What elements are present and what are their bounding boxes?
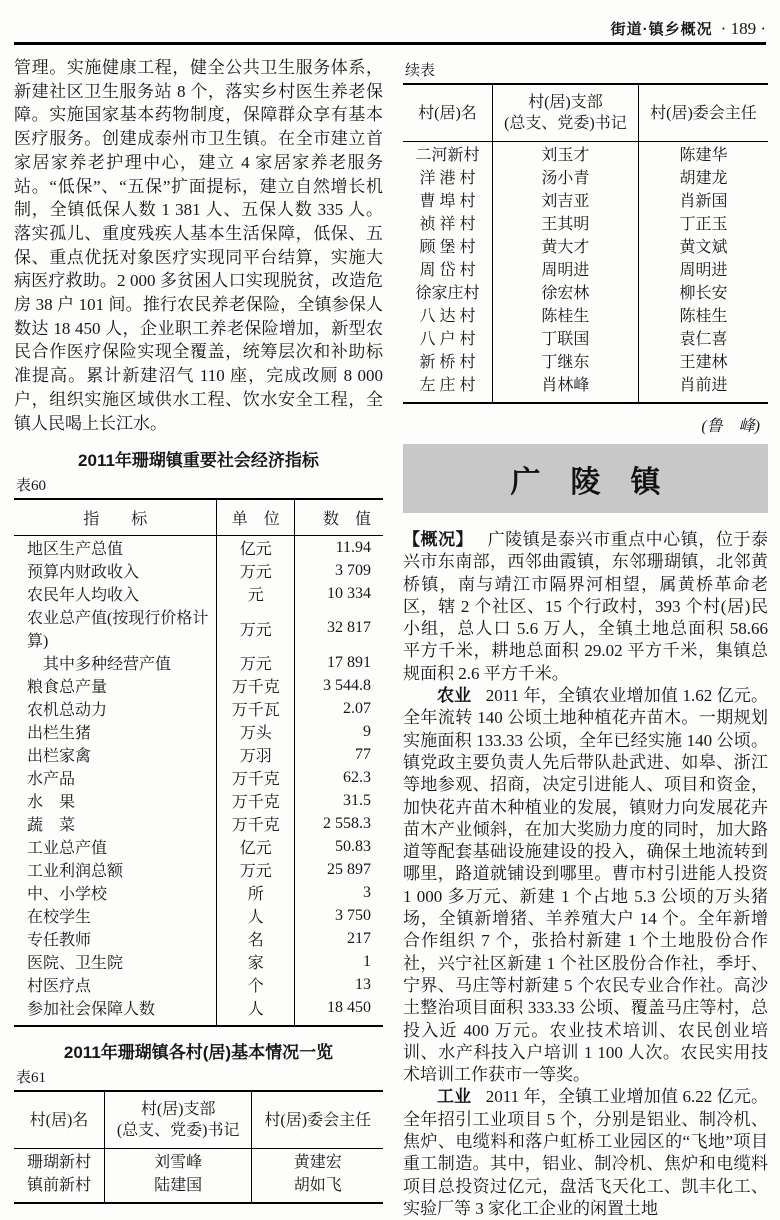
unit-cell: 所 bbox=[217, 881, 294, 904]
indicator-cell: 医院、卫生院 bbox=[14, 950, 217, 973]
right-column bbox=[403, 56, 768, 1220]
value-cell: 10 334 bbox=[327, 584, 371, 602]
village-cell: 顾 堡 村 bbox=[403, 234, 492, 257]
director-cell: 肖新国 bbox=[679, 193, 728, 210]
value-cell: 3 750 bbox=[335, 906, 371, 924]
table-row bbox=[403, 349, 768, 372]
village-cell: 祯 祥 村 bbox=[403, 211, 492, 234]
left-column bbox=[14, 56, 383, 1220]
unit-cell: 万千克 bbox=[217, 789, 294, 812]
village-cell: 左 庄 村 bbox=[403, 372, 492, 403]
table-row bbox=[14, 973, 383, 996]
secretary-cell: 黄大才 bbox=[492, 234, 638, 257]
overview-tag: 【概况】 bbox=[403, 530, 474, 549]
director-cell: 王建林 bbox=[679, 354, 728, 371]
secretary-cell: 丁联国 bbox=[492, 326, 638, 349]
table60-title: 2011年珊瑚镇重要社会经济指标 bbox=[78, 451, 319, 471]
value-cell: 3 709 bbox=[335, 561, 371, 579]
author-byline: (鲁 峰) bbox=[701, 418, 760, 435]
table-row bbox=[403, 280, 768, 303]
table-row bbox=[14, 789, 383, 812]
indicator-cell: 工业利润总额 bbox=[14, 858, 217, 881]
indicator-cell: 工业总产值 bbox=[14, 835, 217, 858]
secretary-cell: 周明进 bbox=[492, 257, 638, 280]
value-cell: 217 bbox=[347, 929, 371, 947]
indicator-cell: 出栏家禽 bbox=[14, 743, 217, 766]
secretary-cell: 陆建国 bbox=[104, 1172, 252, 1203]
agriculture-paragraph bbox=[403, 685, 768, 1086]
table60-header bbox=[14, 499, 383, 536]
continued-header-director: 村(居)委会主任 bbox=[638, 84, 768, 142]
director-cell: 周明进 bbox=[679, 262, 728, 279]
value-cell: 11.94 bbox=[335, 538, 371, 556]
value-cell: 1 bbox=[363, 952, 371, 970]
village-cell: 二河新村 bbox=[403, 142, 492, 166]
director-cell: 陈建华 bbox=[679, 147, 728, 164]
village-cell: 曹 埠 村 bbox=[403, 188, 492, 211]
village-cell: 洋 港 村 bbox=[403, 165, 492, 188]
secretary-cell: 徐宏林 bbox=[492, 280, 638, 303]
table61-header bbox=[14, 1091, 383, 1149]
village-cell: 徐家庄村 bbox=[403, 280, 492, 303]
table-row bbox=[14, 720, 383, 743]
indicator-cell: 地区生产总值 bbox=[14, 536, 217, 560]
village-cell: 八 达 村 bbox=[403, 303, 492, 326]
indicator-cell: 蔬 菜 bbox=[14, 812, 217, 835]
indicator-cell: 出栏生猪 bbox=[14, 720, 217, 743]
unit-cell: 万千克 bbox=[217, 766, 294, 789]
director-cell: 陈桂生 bbox=[679, 308, 728, 325]
overview-paragraph bbox=[403, 529, 768, 685]
table61-header-director: 村(居)委会主任 bbox=[252, 1091, 383, 1149]
table-row bbox=[14, 582, 383, 605]
page-number: · 189 · bbox=[720, 19, 766, 38]
indicator-cell: 其中多种经营产值 bbox=[14, 651, 217, 674]
secretary-cell: 刘吉亚 bbox=[492, 188, 638, 211]
continued-table-header bbox=[403, 84, 768, 142]
value-cell: 13 bbox=[355, 975, 371, 993]
table60-header-unit: 单 位 bbox=[217, 499, 294, 536]
unit-cell: 万元 bbox=[217, 651, 294, 674]
running-head bbox=[14, 18, 768, 45]
table-row bbox=[403, 188, 768, 211]
table-row bbox=[14, 743, 383, 766]
unit-cell: 个 bbox=[217, 973, 294, 996]
unit-cell: 亿元 bbox=[217, 536, 294, 560]
director-cell: 袁仁喜 bbox=[679, 331, 728, 348]
unit-cell: 万羽 bbox=[217, 743, 294, 766]
unit-cell: 元 bbox=[217, 582, 294, 605]
director-cell: 胡建龙 bbox=[679, 170, 728, 187]
two-column-layout bbox=[14, 56, 768, 1220]
value-cell: 17 891 bbox=[327, 653, 371, 671]
indicator-cell: 参加社会保障人数 bbox=[14, 996, 217, 1026]
unit-cell: 人 bbox=[217, 904, 294, 927]
value-cell: 31.5 bbox=[343, 791, 371, 809]
table-row bbox=[403, 326, 768, 349]
table61-villages bbox=[14, 1090, 383, 1204]
secretary-cell: 刘雪峰 bbox=[104, 1149, 252, 1173]
director-cell: 黄建宏 bbox=[293, 1154, 342, 1172]
village-cell: 周 岱 村 bbox=[403, 257, 492, 280]
overview-text: 广陵镇是泰兴市重点中心镇，位于泰兴市东南部，西邻曲霞镇，东邻珊瑚镇，北邻黄桥镇，南与靖江市隔界河相望，属黄桥革命老区，辖 2 个社区、15 个行政村，393 个村(居)民小组，总人口 5.6 万人，全镇土地总面积 58.66 平方千米，耕地总面积 29.02 平方千米，集镇总规面积 2.6 平方千米。 bbox=[403, 530, 769, 683]
table61-body bbox=[14, 1149, 383, 1204]
director-cell: 肖前进 bbox=[679, 377, 728, 394]
secretary-cell: 丁继东 bbox=[492, 349, 638, 372]
value-cell: 2.07 bbox=[343, 699, 371, 717]
value-cell: 25 897 bbox=[327, 860, 371, 878]
table-row bbox=[14, 858, 383, 881]
value-cell: 18 450 bbox=[327, 998, 371, 1016]
table-row bbox=[14, 536, 383, 560]
table-row bbox=[403, 303, 768, 326]
indicator-cell: 预算内财政收入 bbox=[14, 559, 217, 582]
table-row bbox=[403, 165, 768, 188]
table-row bbox=[14, 651, 383, 674]
unit-cell: 万千克 bbox=[217, 674, 294, 697]
table60-header-indicator: 指 标 bbox=[14, 499, 217, 536]
table61-title: 2011年珊瑚镇各村(居)基本情况一览 bbox=[63, 1043, 334, 1063]
value-cell: 9 bbox=[363, 722, 371, 740]
table-row bbox=[14, 996, 383, 1026]
unit-cell: 万千瓦 bbox=[217, 697, 294, 720]
intro-paragraph: 管理。实施健康工程，健全公共卫生服务体系，新建社区卫生服务站 8 个，落实乡村医生养老保障。实施国家基本药物制度，保障群众享有基本医疗服务。创建成泰州市卫生镇。在全市建立首家居家养老护理中心，建立 4 家居家养老服务站。“低保”、“五保”扩面提标，建立自然增长机制，全镇低保人数 1 381 人、五保人数 335 人。落实孤儿、重度残疾人基本生活保障，低保、五保、重点优抚对象医疗实现同平台结算，实施大病医疗救助。2 000 多贫困人口实现脱贫，改造危房 38 户 101 间。推行农民养老保险，全镇参保人数达 18 450 人，企业职工养老保险增加，新型农民合作医疗保险实现全覆盖，统筹层次和补助标准提高。累计新建沼气 110 座，完成改厕 8 000 户，组织实施区域供水工程、饮水安全工程，全镇人民喝上长江水。 bbox=[14, 58, 383, 433]
industry-paragraph bbox=[403, 1086, 768, 1220]
indicator-cell: 农业总产值(按现行价格计算) bbox=[14, 605, 217, 651]
village-cell: 八 户 村 bbox=[403, 326, 492, 349]
indicator-cell: 水产品 bbox=[14, 766, 217, 789]
indicator-cell: 专任教师 bbox=[14, 927, 217, 950]
table-row bbox=[14, 904, 383, 927]
continued-village-table bbox=[403, 83, 768, 404]
director-cell: 胡如飞 bbox=[293, 1177, 342, 1195]
table-row bbox=[14, 559, 383, 582]
unit-cell: 万元 bbox=[217, 559, 294, 582]
table61-header-village: 村(居)名 bbox=[14, 1091, 104, 1149]
indicator-cell: 农民年人均收入 bbox=[14, 582, 217, 605]
table-row bbox=[14, 766, 383, 789]
table-row bbox=[403, 142, 768, 166]
indicator-cell: 粮食总产量 bbox=[14, 674, 217, 697]
table60-header-value: 数 值 bbox=[294, 499, 383, 536]
table60-label: 表60 bbox=[16, 478, 47, 495]
value-cell: 77 bbox=[355, 745, 371, 763]
secretary-cell: 肖林峰 bbox=[492, 372, 638, 403]
value-cell: 2 558.3 bbox=[323, 814, 371, 832]
table-row bbox=[14, 835, 383, 858]
table-row bbox=[14, 927, 383, 950]
unit-cell: 家 bbox=[217, 950, 294, 973]
table-row bbox=[403, 234, 768, 257]
value-cell: 32 817 bbox=[327, 619, 371, 637]
table-row bbox=[14, 1149, 383, 1173]
unit-cell: 万千克 bbox=[217, 812, 294, 835]
running-head-section-title: 街道·镇乡概况 bbox=[610, 21, 713, 38]
indicator-cell: 中、小学校 bbox=[14, 881, 217, 904]
agriculture-tag: 农业 bbox=[437, 686, 472, 706]
village-cell: 镇前新村 bbox=[14, 1172, 104, 1203]
unit-cell: 亿元 bbox=[217, 835, 294, 858]
table60-economic-indicators bbox=[14, 498, 383, 1027]
table-row bbox=[14, 605, 383, 651]
director-cell: 黄文斌 bbox=[679, 239, 728, 256]
table-row bbox=[14, 950, 383, 973]
value-cell: 3 bbox=[363, 883, 371, 901]
continued-table-label: 续表 bbox=[405, 63, 436, 79]
unit-cell: 万元 bbox=[217, 605, 294, 651]
table-row bbox=[14, 697, 383, 720]
table-row bbox=[14, 1172, 383, 1203]
table-row bbox=[14, 674, 383, 697]
continued-header-secretary: 村(居)支部 (总支、党委)书记 bbox=[492, 84, 638, 142]
secretary-cell: 王其明 bbox=[492, 211, 638, 234]
industry-tag: 工业 bbox=[437, 1087, 472, 1107]
indicator-cell: 农机总动力 bbox=[14, 697, 217, 720]
table-row bbox=[403, 372, 768, 403]
value-cell: 3 544.8 bbox=[323, 676, 371, 694]
unit-cell: 万头 bbox=[217, 720, 294, 743]
table61-header-secretary: 村(居)支部 (总支、党委)书记 bbox=[104, 1091, 252, 1149]
indicator-cell: 村医疗点 bbox=[14, 973, 217, 996]
director-cell: 柳长安 bbox=[679, 285, 728, 302]
indicator-cell: 在校学生 bbox=[14, 904, 217, 927]
table-row bbox=[403, 257, 768, 280]
village-cell: 珊瑚新村 bbox=[14, 1149, 104, 1173]
secretary-cell: 刘玉才 bbox=[492, 142, 638, 166]
secretary-cell: 陈桂生 bbox=[492, 303, 638, 326]
village-cell: 新 桥 村 bbox=[403, 349, 492, 372]
table60-body bbox=[14, 536, 383, 1027]
table-row bbox=[14, 881, 383, 904]
section-banner-guangling-town: 广 陵 镇 bbox=[403, 444, 768, 513]
continued-header-village: 村(居)名 bbox=[403, 84, 492, 142]
unit-cell: 万元 bbox=[217, 858, 294, 881]
table-row bbox=[14, 812, 383, 835]
header-rule bbox=[14, 42, 766, 45]
value-cell: 50.83 bbox=[335, 837, 371, 855]
table61-label: 表61 bbox=[16, 1070, 47, 1087]
table-row bbox=[403, 211, 768, 234]
value-cell: 62.3 bbox=[343, 768, 371, 786]
industry-text: 2011 年，全镇工业增加值 6.22 亿元。全年招引工业项目 5 个，分别是铝业、制冷机、焦炉、电缆料和落户虹桥工业园区的“飞地”项目重工制造。其中，铝业、制冷机、焦炉和电缆料项目总投资过亿元，盘活飞天化工、凯丰化工、实验厂等 3 家化工企业的闲置土地 bbox=[403, 1087, 769, 1218]
unit-cell: 名 bbox=[217, 927, 294, 950]
continued-table-body bbox=[403, 142, 768, 404]
agriculture-text: 2011 年，全镇农业增加值 1.62 亿元。全年流转 140 公顷土地种植花卉苗木。一期规划实施面积 133.33 公顷，全年已经实施 140 公顷。镇党政主要负责人先后带队赴武进、如皋、浙江等地参观、招商，决定引进能人、项目和资金，加快花卉苗木种植业的发展，镇财力向发展花卉苗木产业倾斜，在加大奖励力度的同时，加大路道等配套基础设施建设的投入，确保土地流转到哪里，路道就铺设到哪里。曹市村引进能人投资 1 000 多万元、新建 1 个占地 5.3 公顷的万头猪场，全镇新增猪、羊养殖大户 14 个。全年新增合作组织 7 个，张拾村新建 1 个土地股份合作社，兴宁社区新建 1 个社区股份合作社，季圩、宁界、马庄等村新建 5 个农民专业合作社。高沙土整治项目面积 333.33 公顷、覆盖马庄等村，总投入近 400 万元。农业技术培训、农民创业培训、水产科技入户培训 1 100 人次。农民实用技术培训工作获市一等奖。 bbox=[403, 686, 769, 1085]
director-cell: 丁正玉 bbox=[679, 216, 728, 233]
indicator-cell: 水 果 bbox=[14, 789, 217, 812]
secretary-cell: 汤小青 bbox=[492, 165, 638, 188]
unit-cell: 人 bbox=[217, 996, 294, 1026]
